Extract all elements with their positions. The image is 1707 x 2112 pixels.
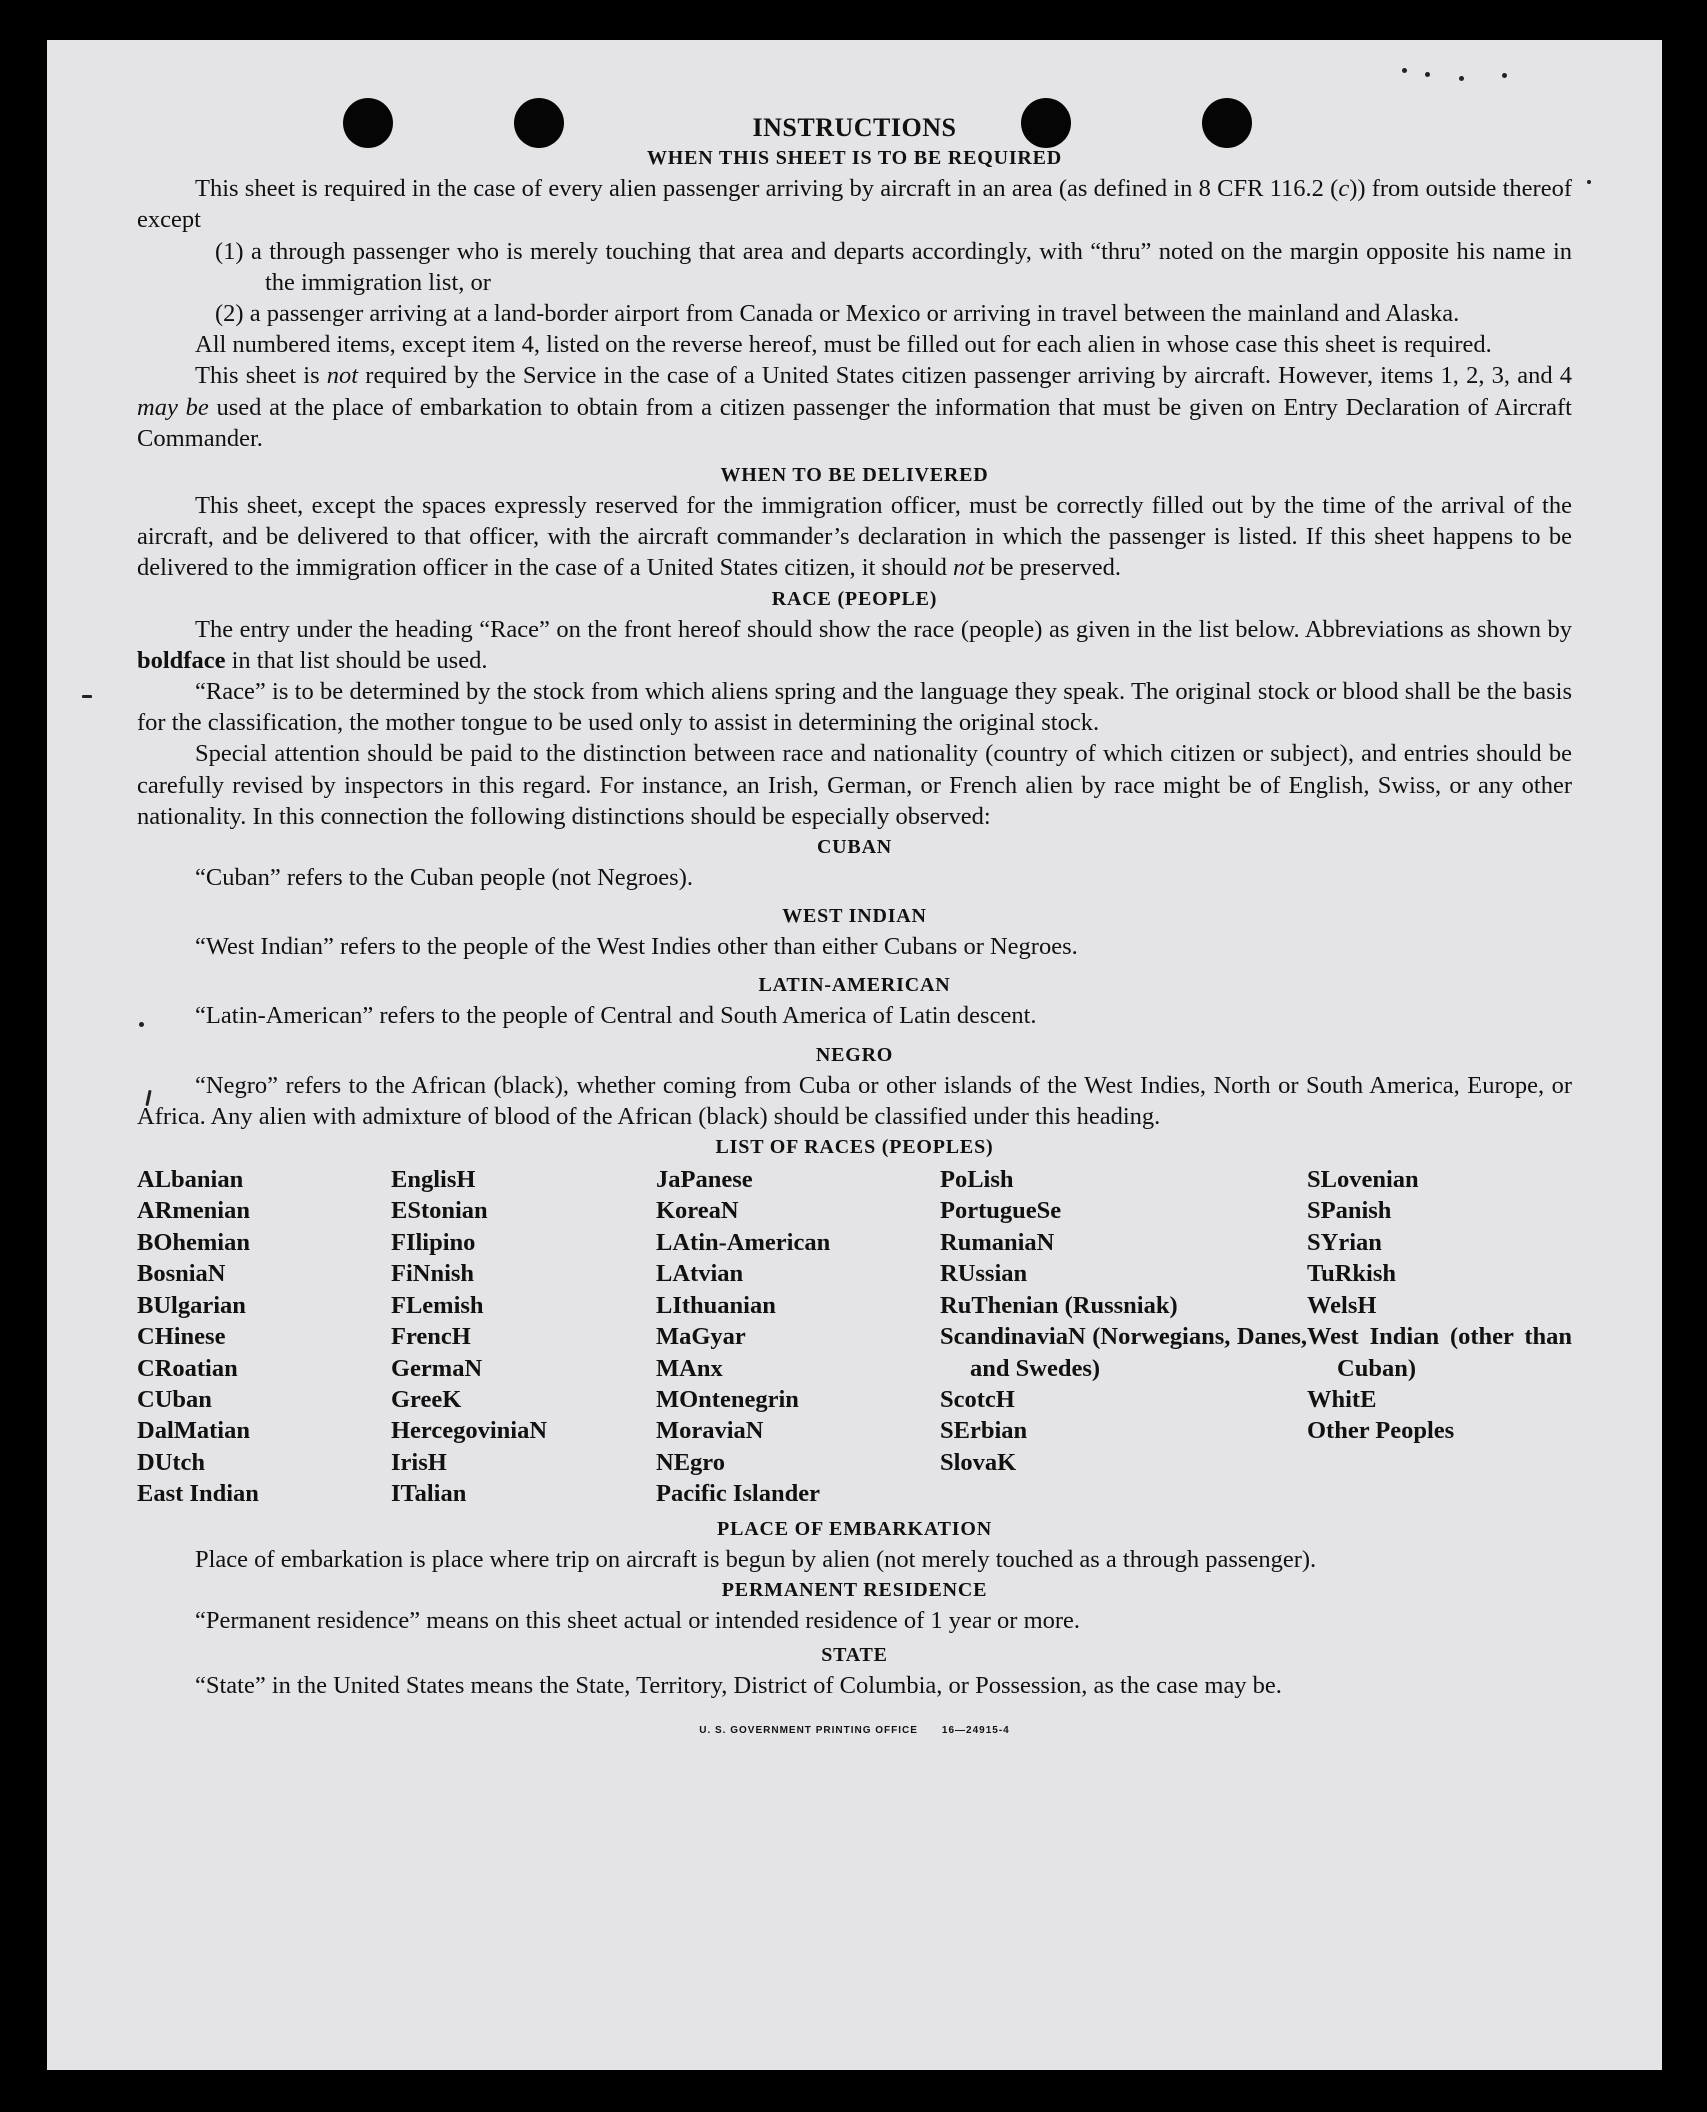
race-item: WhitE <box>1307 1385 1377 1413</box>
race-column <box>656 1164 940 1509</box>
race-column <box>391 1164 656 1509</box>
race-item: WelsH <box>1307 1291 1377 1319</box>
race-item: CUban <box>137 1385 212 1413</box>
race-item: FrencH <box>391 1323 471 1351</box>
paragraph: “Negro” refers to the African (black), whether coming from Cuba or other islands of the West Indies, North or South America, Europe, or Africa. Any alien with admixture of blood of the African (black) should be classified under this heading. <box>137 1071 1572 1130</box>
race-item: RuThenian (Russniak) <box>940 1291 1178 1319</box>
race-item: JaPanese <box>656 1166 753 1194</box>
page-title: INSTRUCTIONS <box>752 113 957 142</box>
race-item: SYrian <box>1307 1228 1382 1256</box>
exception-item: (1) a through passenger who is merely touching that area and departs accordingly, with “thru” noted on the margin opposite his name in the immigration list, or <box>215 237 1572 296</box>
paragraph: “West Indian” refers to the people of the West Indies other than either Cubans or Negroes. <box>195 933 1078 961</box>
race-item: SlovaK <box>940 1448 1017 1476</box>
race-item: SLovenian <box>1307 1166 1419 1194</box>
section-heading: WEST INDIAN <box>782 905 927 928</box>
document-page <box>47 40 1662 2070</box>
race-item: Other Peoples <box>1307 1417 1455 1445</box>
paragraph: This sheet, except the spaces expressly reserved for the immigration officer, must be correctly filled out by the time of the arrival of the aircraft, and be delivered to that officer, with the aircraft commander’s declaration in which the passenger is listed. If this sheet happens to be delivered to the immigration officer in the case of a United States citizen, it should not be preserved. <box>137 492 1572 582</box>
race-item: FiNnish <box>391 1260 475 1288</box>
race-item: Pacific Islander <box>656 1480 820 1508</box>
speck <box>1402 68 1407 73</box>
paragraph: This sheet is required in the case of every alien passenger arriving by aircraft in an area (as defined in 8 CFR 116.2 (c)) from outside thereof except <box>137 175 1572 234</box>
race-item: EStonian <box>391 1197 488 1225</box>
race-item: MoraviaN <box>656 1417 764 1445</box>
race-column <box>137 1164 391 1509</box>
race-item: ITalian <box>391 1480 467 1508</box>
printer-imprint <box>137 1715 1572 1746</box>
race-item: BosniaN <box>137 1260 226 1288</box>
race-item: LAtvian <box>656 1260 744 1288</box>
race-item: LIthuanian <box>656 1291 776 1319</box>
paragraph: All numbered items, except item 4, listed on the reverse hereof, must be filled out for each alien in whose case this sheet is required. <box>195 331 1492 359</box>
paragraph: Place of embarkation is place where trip on aircraft is begun by alien (not merely touched as a through passenger). <box>195 1545 1317 1573</box>
race-item: SPanish <box>1307 1197 1392 1225</box>
race-item: SErbian <box>940 1417 1028 1445</box>
printer-name: U. S. GOVERNMENT PRINTING OFFICE <box>699 1725 918 1737</box>
paragraph: “State” in the United States means the State, Territory, District of Columbia, or Possession, as the case may be. <box>195 1671 1282 1699</box>
race-item: GermaN <box>391 1354 483 1382</box>
race-item: ARmenian <box>137 1197 250 1225</box>
race-item: ScandinaviaN (Norwegians, Danes, and Swedes) <box>940 1323 1307 1382</box>
race-item: FIlipino <box>391 1228 476 1256</box>
paragraph: “Cuban” refers to the Cuban people (not Negroes). <box>195 864 693 892</box>
race-item: RumaniaN <box>940 1228 1055 1256</box>
race-item: West Indian (other than Cuban) <box>1307 1323 1572 1382</box>
race-item: MAnx <box>656 1354 723 1382</box>
race-item: HercegoviniaN <box>391 1417 548 1445</box>
race-item: MOntenegrin <box>656 1385 799 1413</box>
race-item: PortugueSe <box>940 1197 1062 1225</box>
race-item: BUlgarian <box>137 1291 246 1319</box>
race-item: IrisH <box>391 1448 447 1476</box>
race-column <box>940 1164 1307 1509</box>
paragraph: The entry under the heading “Race” on the front hereof should show the race (people) as given in the list below. Abbreviations as shown by boldface in that list should be used. <box>137 615 1572 674</box>
paragraph: “Latin-American” refers to the people of Central and South America of Latin descent. <box>195 1002 1037 1030</box>
race-item: TuRkish <box>1307 1260 1397 1288</box>
race-item: LAtin-American <box>656 1228 831 1256</box>
speck <box>1587 180 1591 184</box>
section-heading: WHEN THIS SHEET IS TO BE REQUIRED <box>646 147 1063 170</box>
exception-item: (2) a passenger arriving at a land-border airport from Canada or Mexico or arriving in travel between the mainland and Alaska. <box>215 300 1460 328</box>
speck <box>82 695 92 698</box>
race-item: ScotcH <box>940 1385 1015 1413</box>
race-item: DUtch <box>137 1448 206 1476</box>
race-column <box>1307 1164 1572 1509</box>
section-heading: WHEN TO BE DELIVERED <box>720 464 989 487</box>
race-item: CRoatian <box>137 1354 238 1382</box>
race-item: NEgro <box>656 1448 725 1476</box>
race-item: BOhemian <box>137 1228 250 1256</box>
instructions-content <box>137 112 1572 1746</box>
section-heading: CUBAN <box>816 836 893 859</box>
speck <box>1425 72 1430 77</box>
section-heading: LIST OF RACES (PEOPLES) <box>715 1136 994 1159</box>
section-heading: RACE (PEOPLE) <box>771 587 938 610</box>
paragraph: “Permanent residence” means on this sheet actual or intended residence of 1 year or more. <box>195 1606 1081 1634</box>
section-heading: PLACE OF EMBARKATION <box>717 1517 992 1540</box>
paragraph: Special attention should be paid to the distinction between race and nationality (country of which citizen or subject), and entries should be carefully revised by inspectors in this regard. For instance, an Irish, German, or French alien by race might be of English, Swiss, or any other nationality. In this connection the following distinctions should be especially observed: <box>137 740 1572 830</box>
race-item: FLemish <box>391 1291 484 1319</box>
race-item: East Indian <box>137 1480 259 1508</box>
speck <box>1459 76 1464 81</box>
race-item: DalMatian <box>137 1417 250 1445</box>
section-heading: STATE <box>821 1643 888 1666</box>
race-list <box>137 1164 1572 1509</box>
form-code: 16—24915-4 <box>941 1725 1010 1737</box>
paragraph: This sheet is not required by the Service in the case of a United States citizen passenger arriving by aircraft. However, items 1, 2, 3, and 4 may be used at the place of embarkation to obtain from a citizen passenger the information that must be given on Entry Declaration of Aircraft Commander. <box>137 362 1573 452</box>
paragraph: “Race” is to be determined by the stock from which aliens spring and the language they speak. The original stock or blood shall be the basis for the classification, the mother tongue to be used only to assist in determining the original stock. <box>137 678 1572 737</box>
speck <box>1502 73 1507 78</box>
section-heading: LATIN-AMERICAN <box>758 974 951 997</box>
race-item: EnglisH <box>391 1166 476 1194</box>
race-item: GreeK <box>391 1385 462 1413</box>
section-heading: PERMANENT RESIDENCE <box>721 1578 988 1601</box>
race-item: RUssian <box>940 1260 1028 1288</box>
race-item: MaGyar <box>656 1323 746 1351</box>
section-heading: NEGRO <box>815 1043 894 1066</box>
race-item: KoreaN <box>656 1197 739 1225</box>
race-item: PoLish <box>940 1166 1014 1194</box>
race-item: ALbanian <box>137 1166 244 1194</box>
race-item: CHinese <box>137 1323 226 1351</box>
